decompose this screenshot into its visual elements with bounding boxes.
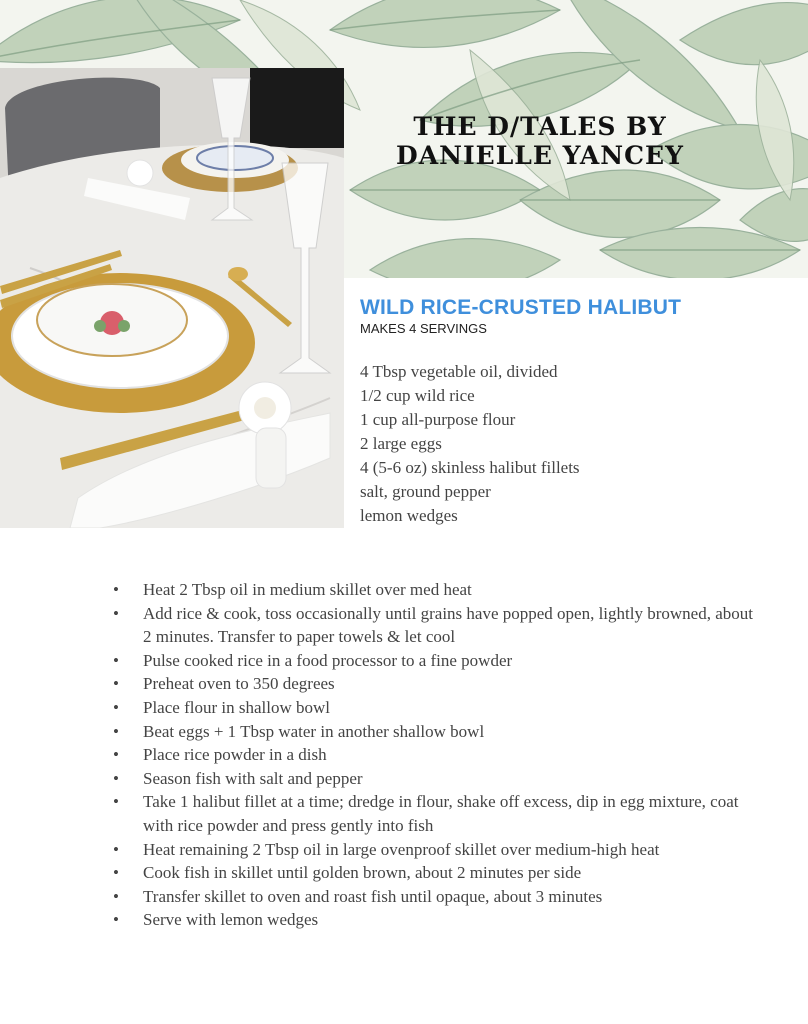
ingredient-list bbox=[360, 360, 580, 528]
ingredient-item: 4 Tbsp vegetable oil, divided bbox=[360, 362, 558, 381]
ingredient-item: 1 cup all-purpose flour bbox=[360, 410, 516, 429]
brand-line-2: DANIELLE YANCEY bbox=[396, 141, 684, 170]
instruction-step: • Beat eggs + 1 Tbsp water in another shallow bowl bbox=[113, 720, 753, 744]
instruction-step: • Transfer skillet to oven and roast fish until opaque, about 3 minutes bbox=[113, 885, 753, 909]
ingredient-item: lemon wedges bbox=[360, 506, 458, 525]
instruction-step: • Place flour in shallow bowl bbox=[113, 696, 753, 720]
instruction-step: • Serve with lemon wedges bbox=[113, 908, 753, 932]
recipe-title: WILD RICE-CRUSTED HALIBUT bbox=[360, 296, 682, 319]
instruction-step: • Take 1 halibut fillet at a time; dredge in flour, shake off excess, dip in egg mixture, coat with rice powder and press gently into fish bbox=[113, 790, 753, 837]
instruction-step: • Season fish with salt and pepper bbox=[113, 767, 753, 791]
instruction-list bbox=[113, 578, 753, 932]
ingredient-item: 1/2 cup wild rice bbox=[360, 386, 475, 405]
instruction-step: • Add rice & cook, toss occasionally until grains have popped open, lightly browned, about 2 minutes. Transfer to paper towels & let cool bbox=[113, 602, 753, 649]
table-setting-photo bbox=[0, 68, 344, 528]
ingredient-item: salt, ground pepper bbox=[360, 482, 491, 501]
instruction-step: • Cook fish in skillet until golden brown, about 2 minutes per side bbox=[113, 861, 753, 885]
instruction-step: • Heat 2 Tbsp oil in medium skillet over med heat bbox=[113, 578, 753, 602]
instruction-step: • Heat remaining 2 Tbsp oil in large ovenproof skillet over medium-high heat bbox=[113, 838, 753, 862]
instruction-step: • Preheat oven to 350 degrees bbox=[113, 672, 753, 696]
ingredient-item: 2 large eggs bbox=[360, 434, 442, 453]
ingredient-item: 4 (5-6 oz) skinless halibut fillets bbox=[360, 458, 580, 477]
instruction-step: • Pulse cooked rice in a food processor to a fine powder bbox=[113, 649, 753, 673]
brand-logo bbox=[345, 112, 735, 170]
brand-line-1: THE D/TALES BY bbox=[413, 112, 667, 141]
instruction-step: • Place rice powder in a dish bbox=[113, 743, 753, 767]
servings-label: MAKES 4 SERVINGS bbox=[360, 321, 487, 336]
